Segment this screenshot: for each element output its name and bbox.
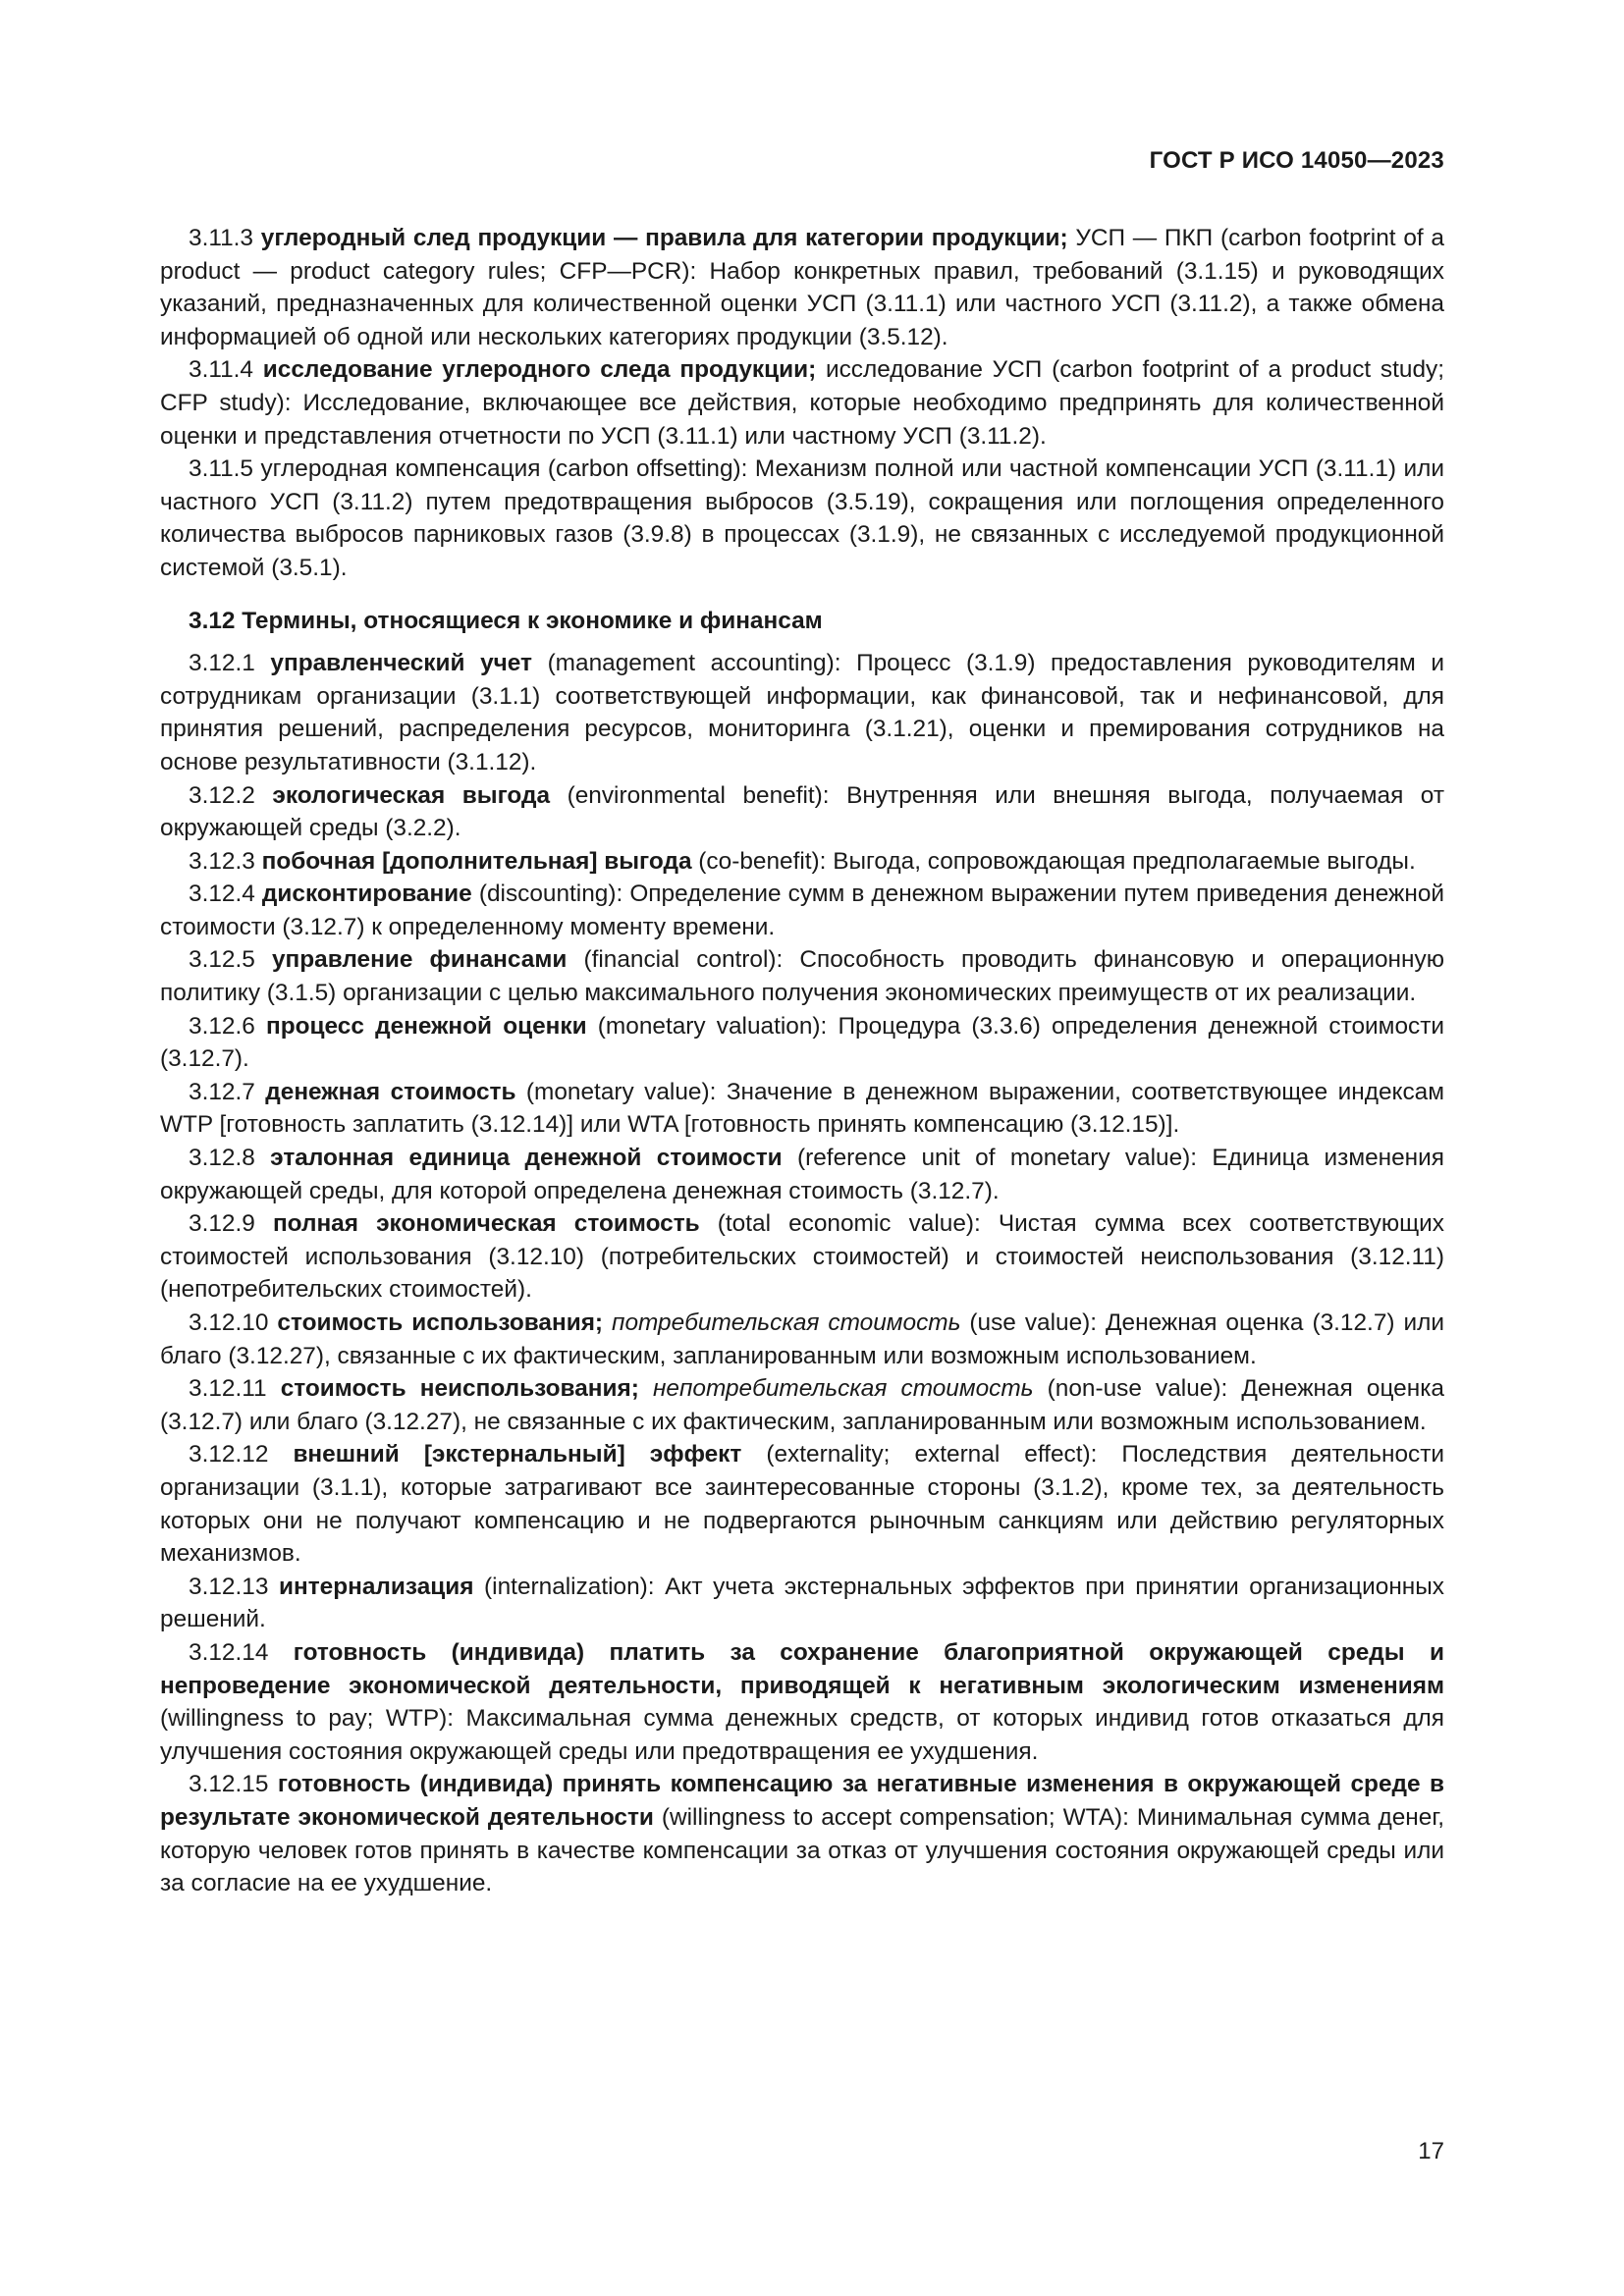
term-title: процесс денежной оценки bbox=[266, 1012, 587, 1040]
term-number: 3.12.6 bbox=[189, 1012, 255, 1040]
term-number: 3.11.3 bbox=[189, 225, 254, 251]
term-number: 3.12.11 bbox=[189, 1375, 267, 1403]
term-definition: (externality; external effect): Последствия деятельности организации (3.1.1), которые затрагивают все заинтересованные стороны (3.1.2), кроме тех, за деятельность которых они не получают компенсацию и не подвергаются рыночным санкциям или действию регуляторных механизмов. bbox=[160, 1441, 1445, 1568]
term-entry bbox=[160, 1142, 1444, 1207]
term-title: исследование углеродного следа продукции; bbox=[262, 356, 817, 384]
term-definition: (use value): Денежная оценка (3.12.7) или благо (3.12.27), связанные с их фактическим, запланированным или возможным использованием. bbox=[160, 1309, 1444, 1369]
term-number: 3.12.13 bbox=[189, 1573, 269, 1600]
term-number: 3.12.5 bbox=[189, 946, 255, 974]
term-entry bbox=[160, 1571, 1444, 1636]
term-number: 3.11.4 bbox=[189, 356, 254, 384]
page-number: 17 bbox=[1418, 2138, 1444, 2164]
term-entry bbox=[160, 647, 1444, 778]
term-number: 3.12.8 bbox=[189, 1145, 255, 1172]
term-entry bbox=[160, 878, 1444, 943]
term-number: 3.12.1 bbox=[189, 650, 255, 677]
term-definition: (willingness to pay; WTP): Максимальная сумма денежных средств, от которых индивид готов отказаться для улучшения состояния окружающей среды или предотвращения ее ухудшения. bbox=[160, 1705, 1444, 1765]
term-number: 3.12.9 bbox=[189, 1210, 255, 1238]
term-number: 3.12.4 bbox=[189, 881, 255, 908]
term-title: полная экономическая стоимость bbox=[272, 1210, 700, 1238]
term-definition: (non-use value): Денежная оценка (3.12.7) или благо (3.12.27), не связанные с их фактическим, запланированным или возможным использованием. bbox=[160, 1375, 1444, 1435]
term-definition: исследование УСП (carbon footprint of a product study; CFP study): Исследование, включающее все действия, которые необходимо предпринять для количественной оценки и представления отчетности по УСП (3.11.1) или частному УСП (3.11.2). bbox=[160, 356, 1444, 450]
term-title: интернализация bbox=[278, 1573, 474, 1600]
term-entry bbox=[160, 1636, 1444, 1768]
term-number: 3.12.15 bbox=[189, 1771, 269, 1798]
term-title: денежная стоимость bbox=[265, 1078, 516, 1105]
term-definition: УСП — ПКП (carbon footprint of a product — product category rules; CFP—PCR): Набор конкретных правил, требований (3.1.15) и руководящих указаний, предназначенных для количественной оценки УСП (3.11.1) или частного УСП (3.11.2), а также обмена информацией об одной или нескольких категориях продукции (3.5.12). bbox=[160, 225, 1444, 350]
term-title: готовность (индивида) принять компенсацию за негативные изменения в окружающей среде в результате экономической деятельности bbox=[160, 1771, 1444, 1831]
term-title: стоимость неиспользования; bbox=[280, 1375, 639, 1403]
term-definition: (total economic value): Чистая сумма всех соответствующих стоимостей использования (3.12.10) (потребительских стоимостей) и стоимостей неиспользования (3.12.11) (непотребительских стоимостей). bbox=[160, 1210, 1444, 1304]
term-definition: (management accounting): Процесс (3.1.9) предоставления руководителям и сотрудникам организации (3.1.1) соответствующей информации, как финансовой, так и нефинансовой, для принятия решений, распределения ресурсов, мониторинга (3.1.21), оценки и премирования сотрудников на основе результативности (3.1.12). bbox=[160, 650, 1445, 775]
term-definition: (reference unit of monetary value): Единица изменения окружающей среды, для которой определена денежная стоимость (3.12.7). bbox=[160, 1145, 1444, 1204]
term-definition: (internalization): Акт учета экстернальных эффектов при принятии организационных решений. bbox=[160, 1573, 1444, 1633]
term-definition: углеродная компенсация (carbon offsetting): Механизм полной или частной компенсации УСП (3.11.1) или частного УСП (3.11.2) путем предотвращения выбросов (3.5.19), сокращения или поглощения определенного количества выбросов парниковых газов (3.9.8) в процессах (3.1.9), не связанных с исследуемой продукционной системой (3.5.1). bbox=[160, 455, 1444, 581]
term-title: управленческий учет bbox=[270, 650, 532, 677]
term-number: 3.12.7 bbox=[189, 1078, 255, 1105]
term-entry bbox=[160, 1010, 1444, 1076]
term-definition: (financial control): Способность проводить финансовую и операционную политику (3.1.5) организации с целью максимального получения экономических преимуществ от их реализации. bbox=[160, 946, 1444, 1007]
term-definition: (monetary valuation): Процедура (3.3.6) определения денежной стоимости (3.12.7). bbox=[160, 1012, 1445, 1073]
term-number: 3.12.10 bbox=[189, 1309, 269, 1336]
term-title: экологическая выгода bbox=[272, 781, 551, 809]
term-number: 3.12.14 bbox=[189, 1638, 269, 1666]
term-entry bbox=[160, 1438, 1444, 1570]
term-number: 3.12.2 bbox=[189, 781, 255, 809]
term-number: 3.12.12 bbox=[189, 1441, 269, 1468]
term-title: дисконтирование bbox=[261, 881, 472, 908]
term-entry bbox=[160, 453, 1444, 584]
term-number: 3.11.5 bbox=[189, 455, 254, 483]
term-title: внешний [экстернальный] эффект bbox=[293, 1441, 742, 1468]
term-title: углеродный след продукции — правила для категории продукции; bbox=[260, 225, 1068, 251]
term-entry bbox=[160, 1307, 1444, 1372]
section-heading: 3.12 Термины, относящиеся к экономике и финансам bbox=[189, 607, 823, 634]
term-synonym: потребительская стоимость bbox=[603, 1309, 961, 1336]
term-entry bbox=[160, 845, 1444, 879]
document-body bbox=[160, 222, 1444, 1900]
term-entry bbox=[160, 222, 1444, 353]
term-entry bbox=[160, 353, 1444, 453]
term-title: стоимость использования; bbox=[277, 1309, 604, 1336]
term-entry bbox=[160, 943, 1444, 1009]
document-id-header: ГОСТ Р ИСО 14050—2023 bbox=[1149, 147, 1444, 174]
term-title: эталонная единица денежной стоимости bbox=[270, 1145, 783, 1172]
term-entry bbox=[160, 1207, 1444, 1307]
term-title: управление финансами bbox=[271, 946, 568, 974]
term-number: 3.12.3 bbox=[189, 847, 255, 875]
term-definition: (monetary value): Значение в денежном выражении, соответствующее индексам WTP [готовность заплатить (3.12.14)] или WTA [готовность принять компенсацию (3.12.15)]. bbox=[160, 1078, 1444, 1139]
term-synonym: непотребительская стоимость bbox=[638, 1375, 1034, 1403]
term-definition: (discounting): Определение сумм в денежном выражении путем приведения денежной стоимости (3.12.7) к определенному моменту времени. bbox=[160, 881, 1445, 940]
term-definition: (willingness to accept compensation; WTA): Минимальная сумма денег, которую человек готов принять в качестве компенсации за отказ от улучшения состояния окружающей среды или за согласие на ее ухудшение. bbox=[160, 1803, 1445, 1897]
term-entry bbox=[160, 779, 1444, 845]
term-definition: (environmental benefit): Внутренняя или внешняя выгода, получаемая от окружающей среды (3.2.2). bbox=[160, 781, 1445, 842]
term-title: готовность (индивида) платить за сохранение благоприятной окружающей среды и непроведение экономической деятельности, приводящей к негативным экологическим изменениям bbox=[160, 1638, 1444, 1699]
term-entry bbox=[160, 1076, 1444, 1142]
term-definition: (co-benefit): Выгода, сопровождающая предполагаемые выгоды. bbox=[691, 847, 1416, 875]
term-title: побочная [дополнительная] выгода bbox=[261, 847, 692, 875]
term-entry bbox=[160, 1768, 1444, 1899]
term-entry bbox=[160, 1372, 1444, 1438]
